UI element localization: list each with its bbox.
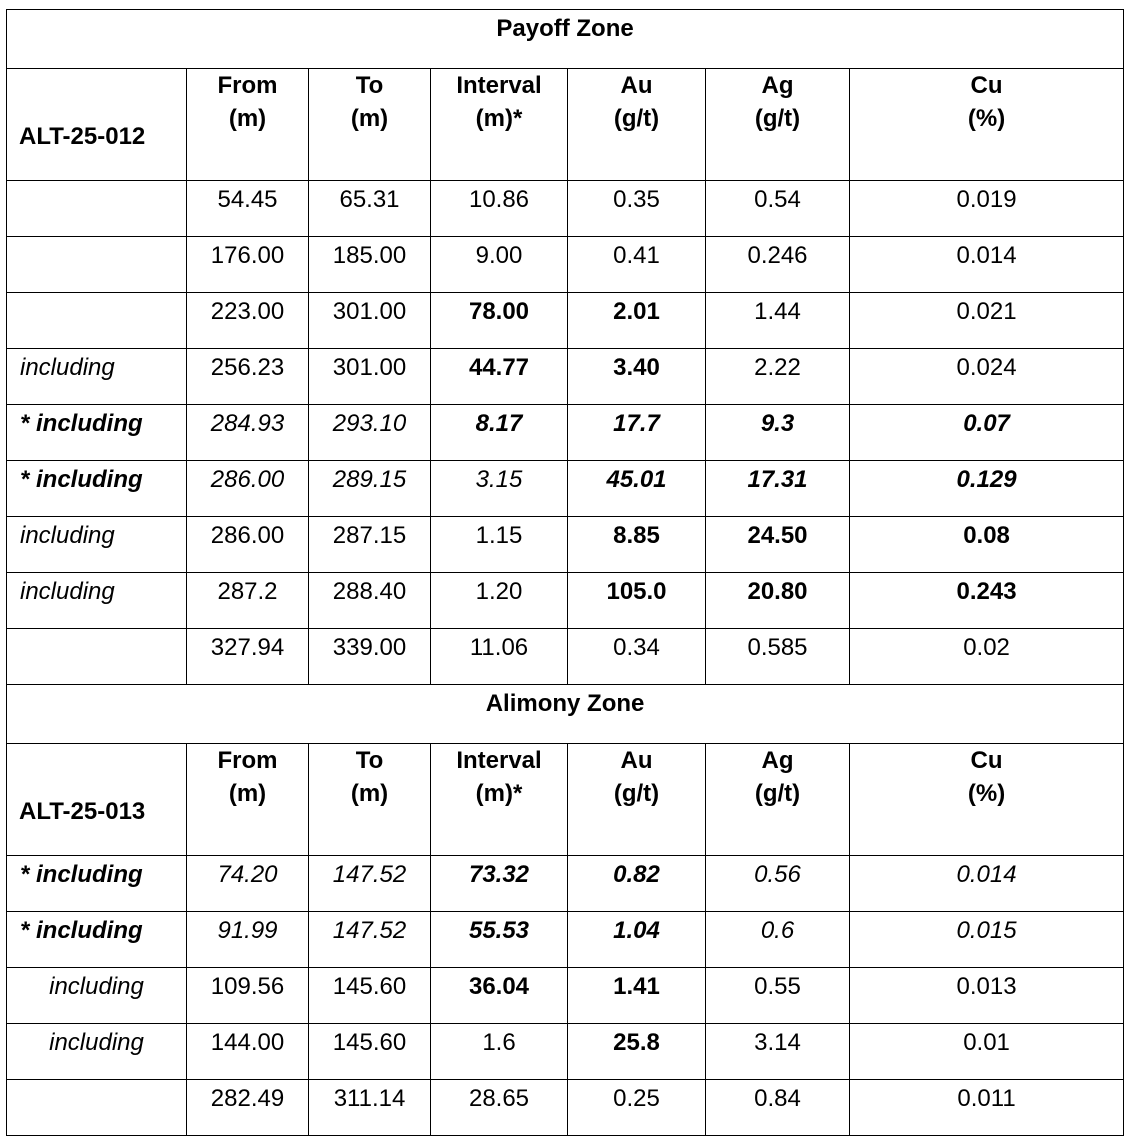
- cell-au: 0.35: [568, 181, 706, 237]
- zone-title-row: [7, 685, 1124, 744]
- cell-from: 327.94: [187, 629, 309, 685]
- cell-from: 223.00: [187, 293, 309, 349]
- table-row: [7, 629, 1124, 685]
- cell-from: 282.49: [187, 1080, 309, 1136]
- cell-from: 109.56: [187, 968, 309, 1024]
- cell-cu: 0.02: [850, 629, 1124, 685]
- cell-interval: 3.15: [431, 461, 568, 517]
- drill-hole-id: ALT-25-012: [7, 69, 187, 181]
- cell-interval: 1.15: [431, 517, 568, 573]
- table-row: [7, 517, 1124, 573]
- cell-ag: 20.80: [706, 573, 850, 629]
- cell-cu: 0.014: [850, 856, 1124, 912]
- cell-cu: 0.08: [850, 517, 1124, 573]
- table-row: [7, 912, 1124, 968]
- cell-interval: 44.77: [431, 349, 568, 405]
- header-au: Au (g/t): [568, 744, 706, 856]
- cell-to: 289.15: [309, 461, 431, 517]
- cell-cu: 0.024: [850, 349, 1124, 405]
- row-label: * including: [7, 856, 187, 912]
- cell-ag: 24.50: [706, 517, 850, 573]
- cell-cu: 0.019: [850, 181, 1124, 237]
- cell-from: 144.00: [187, 1024, 309, 1080]
- header-cu: Cu (%): [850, 744, 1124, 856]
- cell-to: 65.31: [309, 181, 431, 237]
- cell-from: 176.00: [187, 237, 309, 293]
- row-label: including: [7, 517, 187, 573]
- cell-to: 147.52: [309, 856, 431, 912]
- cell-to: 185.00: [309, 237, 431, 293]
- cell-cu: 0.07: [850, 405, 1124, 461]
- cell-au: 0.34: [568, 629, 706, 685]
- table-row: [7, 573, 1124, 629]
- table-row: [7, 968, 1124, 1024]
- cell-ag: 2.22: [706, 349, 850, 405]
- header-from: From (m): [187, 69, 309, 181]
- header-interval: Interval (m)*: [431, 69, 568, 181]
- cell-from: 74.20: [187, 856, 309, 912]
- header-cu: Cu (%): [850, 69, 1124, 181]
- cell-ag: 1.44: [706, 293, 850, 349]
- cell-interval: 78.00: [431, 293, 568, 349]
- cell-ag: 3.14: [706, 1024, 850, 1080]
- cell-au: 8.85: [568, 517, 706, 573]
- table-row: [7, 1024, 1124, 1080]
- cell-to: 301.00: [309, 293, 431, 349]
- zone-title: Payoff Zone: [7, 10, 1124, 69]
- cell-au: 0.82: [568, 856, 706, 912]
- cell-from: 284.93: [187, 405, 309, 461]
- cell-cu: 0.129: [850, 461, 1124, 517]
- cell-cu: 0.243: [850, 573, 1124, 629]
- table-row: [7, 293, 1124, 349]
- cell-from: 91.99: [187, 912, 309, 968]
- cell-interval: 73.32: [431, 856, 568, 912]
- cell-from: 286.00: [187, 461, 309, 517]
- row-label: including: [7, 1024, 187, 1080]
- cell-to: 311.14: [309, 1080, 431, 1136]
- row-label: including: [7, 573, 187, 629]
- cell-cu: 0.01: [850, 1024, 1124, 1080]
- cell-from: 54.45: [187, 181, 309, 237]
- cell-to: 287.15: [309, 517, 431, 573]
- row-label: * including: [7, 405, 187, 461]
- row-label: [7, 237, 187, 293]
- cell-interval: 8.17: [431, 405, 568, 461]
- row-label: including: [7, 349, 187, 405]
- cell-from: 256.23: [187, 349, 309, 405]
- cell-interval: 9.00: [431, 237, 568, 293]
- row-label: [7, 293, 187, 349]
- table-row: [7, 181, 1124, 237]
- cell-au: 2.01: [568, 293, 706, 349]
- cell-to: 293.10: [309, 405, 431, 461]
- cell-cu: 0.015: [850, 912, 1124, 968]
- cell-to: 145.60: [309, 968, 431, 1024]
- cell-interval: 1.20: [431, 573, 568, 629]
- cell-ag: 0.56: [706, 856, 850, 912]
- cell-ag: 0.246: [706, 237, 850, 293]
- cell-au: 25.8: [568, 1024, 706, 1080]
- cell-cu: 0.011: [850, 1080, 1124, 1136]
- header-row: [7, 69, 1124, 181]
- header-au: Au (g/t): [568, 69, 706, 181]
- row-label: * including: [7, 912, 187, 968]
- cell-interval: 11.06: [431, 629, 568, 685]
- cell-interval: 28.65: [431, 1080, 568, 1136]
- cell-to: 339.00: [309, 629, 431, 685]
- cell-from: 286.00: [187, 517, 309, 573]
- cell-au: 105.0: [568, 573, 706, 629]
- cell-cu: 0.014: [850, 237, 1124, 293]
- cell-au: 1.04: [568, 912, 706, 968]
- cell-interval: 1.6: [431, 1024, 568, 1080]
- cell-ag: 0.585: [706, 629, 850, 685]
- table-row: [7, 405, 1124, 461]
- header-ag: Ag (g/t): [706, 744, 850, 856]
- cell-au: 3.40: [568, 349, 706, 405]
- cell-cu: 0.013: [850, 968, 1124, 1024]
- zone-title: Alimony Zone: [7, 685, 1124, 744]
- table-row: [7, 237, 1124, 293]
- cell-ag: 17.31: [706, 461, 850, 517]
- cell-ag: 9.3: [706, 405, 850, 461]
- assay-results-table: [6, 9, 1124, 1136]
- row-label: * including: [7, 461, 187, 517]
- header-row: [7, 744, 1124, 856]
- cell-ag: 0.6: [706, 912, 850, 968]
- cell-to: 288.40: [309, 573, 431, 629]
- table-row: [7, 856, 1124, 912]
- table-row: [7, 349, 1124, 405]
- cell-ag: 0.54: [706, 181, 850, 237]
- header-interval: Interval (m)*: [431, 744, 568, 856]
- cell-to: 147.52: [309, 912, 431, 968]
- row-label: [7, 181, 187, 237]
- row-label: [7, 1080, 187, 1136]
- cell-to: 301.00: [309, 349, 431, 405]
- cell-au: 0.41: [568, 237, 706, 293]
- table-row: [7, 461, 1124, 517]
- cell-au: 1.41: [568, 968, 706, 1024]
- cell-au: 17.7: [568, 405, 706, 461]
- cell-interval: 36.04: [431, 968, 568, 1024]
- header-to: To (m): [309, 69, 431, 181]
- cell-interval: 10.86: [431, 181, 568, 237]
- cell-cu: 0.021: [850, 293, 1124, 349]
- row-label: [7, 629, 187, 685]
- cell-au: 0.25: [568, 1080, 706, 1136]
- cell-to: 145.60: [309, 1024, 431, 1080]
- cell-interval: 55.53: [431, 912, 568, 968]
- cell-ag: 0.55: [706, 968, 850, 1024]
- table-row: [7, 1080, 1124, 1136]
- header-ag: Ag (g/t): [706, 69, 850, 181]
- header-from: From (m): [187, 744, 309, 856]
- header-to: To (m): [309, 744, 431, 856]
- drill-hole-id: ALT-25-013: [7, 744, 187, 856]
- cell-ag: 0.84: [706, 1080, 850, 1136]
- zone-title-row: [7, 10, 1124, 69]
- row-label: including: [7, 968, 187, 1024]
- cell-from: 287.2: [187, 573, 309, 629]
- cell-au: 45.01: [568, 461, 706, 517]
